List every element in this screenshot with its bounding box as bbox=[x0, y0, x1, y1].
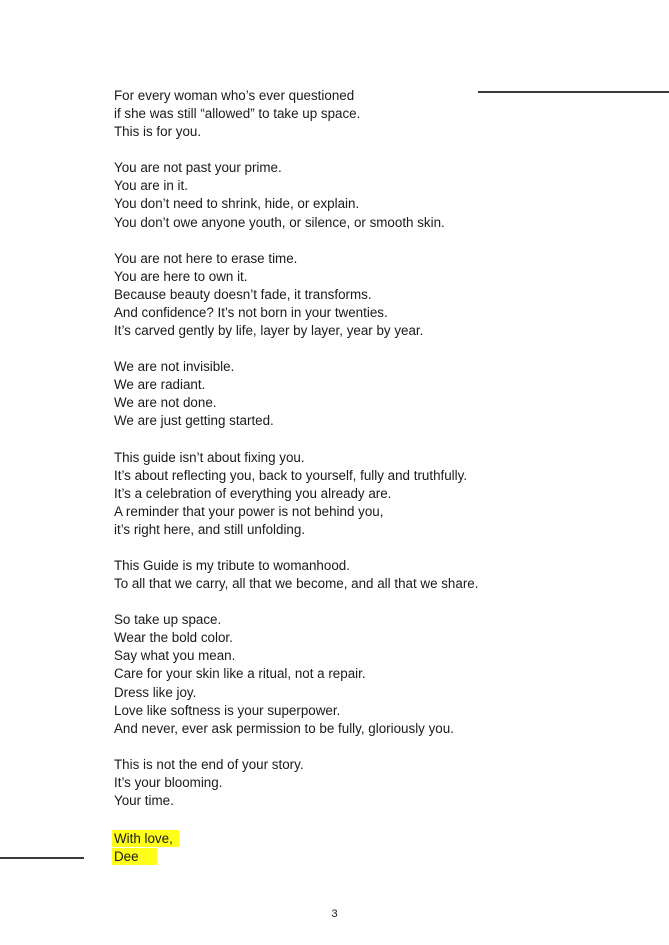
text-line: Love like softness is your superpower. bbox=[114, 702, 341, 718]
signoff bbox=[114, 830, 634, 866]
text-line: We are just getting started. bbox=[114, 413, 274, 429]
text-line: You don’t need to shrink, hide, or explain. bbox=[114, 196, 360, 212]
stanza bbox=[114, 250, 634, 340]
text-line: This is for you. bbox=[114, 124, 202, 140]
text-line: Dress like joy. bbox=[114, 684, 197, 700]
stanza bbox=[114, 756, 634, 810]
text-line: Because beauty doesn’t fade, it transforms. bbox=[114, 286, 372, 302]
stanza bbox=[114, 557, 634, 593]
text-line: This is not the end of your story. bbox=[114, 756, 304, 772]
text-line: We are radiant. bbox=[114, 377, 206, 393]
text-line: Say what you mean. bbox=[114, 648, 236, 664]
text-line: if she was still “allowed” to take up space. bbox=[114, 106, 361, 122]
stanza bbox=[114, 159, 634, 231]
text-line: You are not past your prime. bbox=[114, 160, 282, 176]
text-line: It’s about reflecting you, back to yourself, fully and truthfully. bbox=[114, 467, 468, 483]
text-line: To all that we carry, all that we become, and all that we share. bbox=[114, 576, 479, 592]
text-line: You are here to own it. bbox=[114, 268, 248, 284]
letter-body bbox=[114, 87, 634, 866]
signoff-name-line bbox=[114, 848, 634, 866]
decorative-rule-bottom bbox=[0, 857, 84, 859]
text-line: This guide isn’t about fixing you. bbox=[114, 449, 305, 465]
text-line: It’s a celebration of everything you already are. bbox=[114, 485, 392, 501]
stanza bbox=[114, 611, 634, 738]
text-line: You don’t owe anyone youth, or silence, or smooth skin. bbox=[114, 214, 445, 230]
text-line: Care for your skin like a ritual, not a repair. bbox=[114, 666, 366, 682]
stanza bbox=[114, 358, 634, 430]
stanza bbox=[114, 449, 634, 539]
text-line: it’s right here, and still unfolding. bbox=[114, 521, 306, 537]
signoff-name: Dee bbox=[114, 848, 157, 865]
text-line: Your time. bbox=[114, 793, 174, 808]
text-line: For every woman who’s ever questioned bbox=[114, 88, 355, 103]
text-line: And confidence? It’s not born in your twenties. bbox=[114, 304, 388, 320]
signoff-closing-line bbox=[114, 830, 634, 848]
text-line: And never, ever ask permission to be fully, gloriously you. bbox=[114, 720, 454, 736]
text-line: We are not invisible. bbox=[114, 359, 235, 375]
text-line: We are not done. bbox=[114, 395, 217, 411]
text-line: So take up space. bbox=[114, 612, 222, 628]
page-number: 3 bbox=[331, 908, 338, 920]
text-line: It’s carved gently by life, layer by layer, year by year. bbox=[114, 323, 424, 339]
stanza-list bbox=[114, 87, 634, 810]
text-line: A reminder that your power is not behind you, bbox=[114, 503, 384, 519]
signoff-closing: With love, bbox=[114, 830, 179, 847]
text-line: Wear the bold color. bbox=[114, 630, 233, 646]
text-line: This Guide is my tribute to womanhood. bbox=[114, 557, 350, 573]
text-line: You are in it. bbox=[114, 178, 188, 194]
stanza bbox=[114, 87, 634, 141]
text-line: You are not here to erase time. bbox=[114, 250, 298, 266]
text-line: It’s your blooming. bbox=[114, 774, 223, 790]
